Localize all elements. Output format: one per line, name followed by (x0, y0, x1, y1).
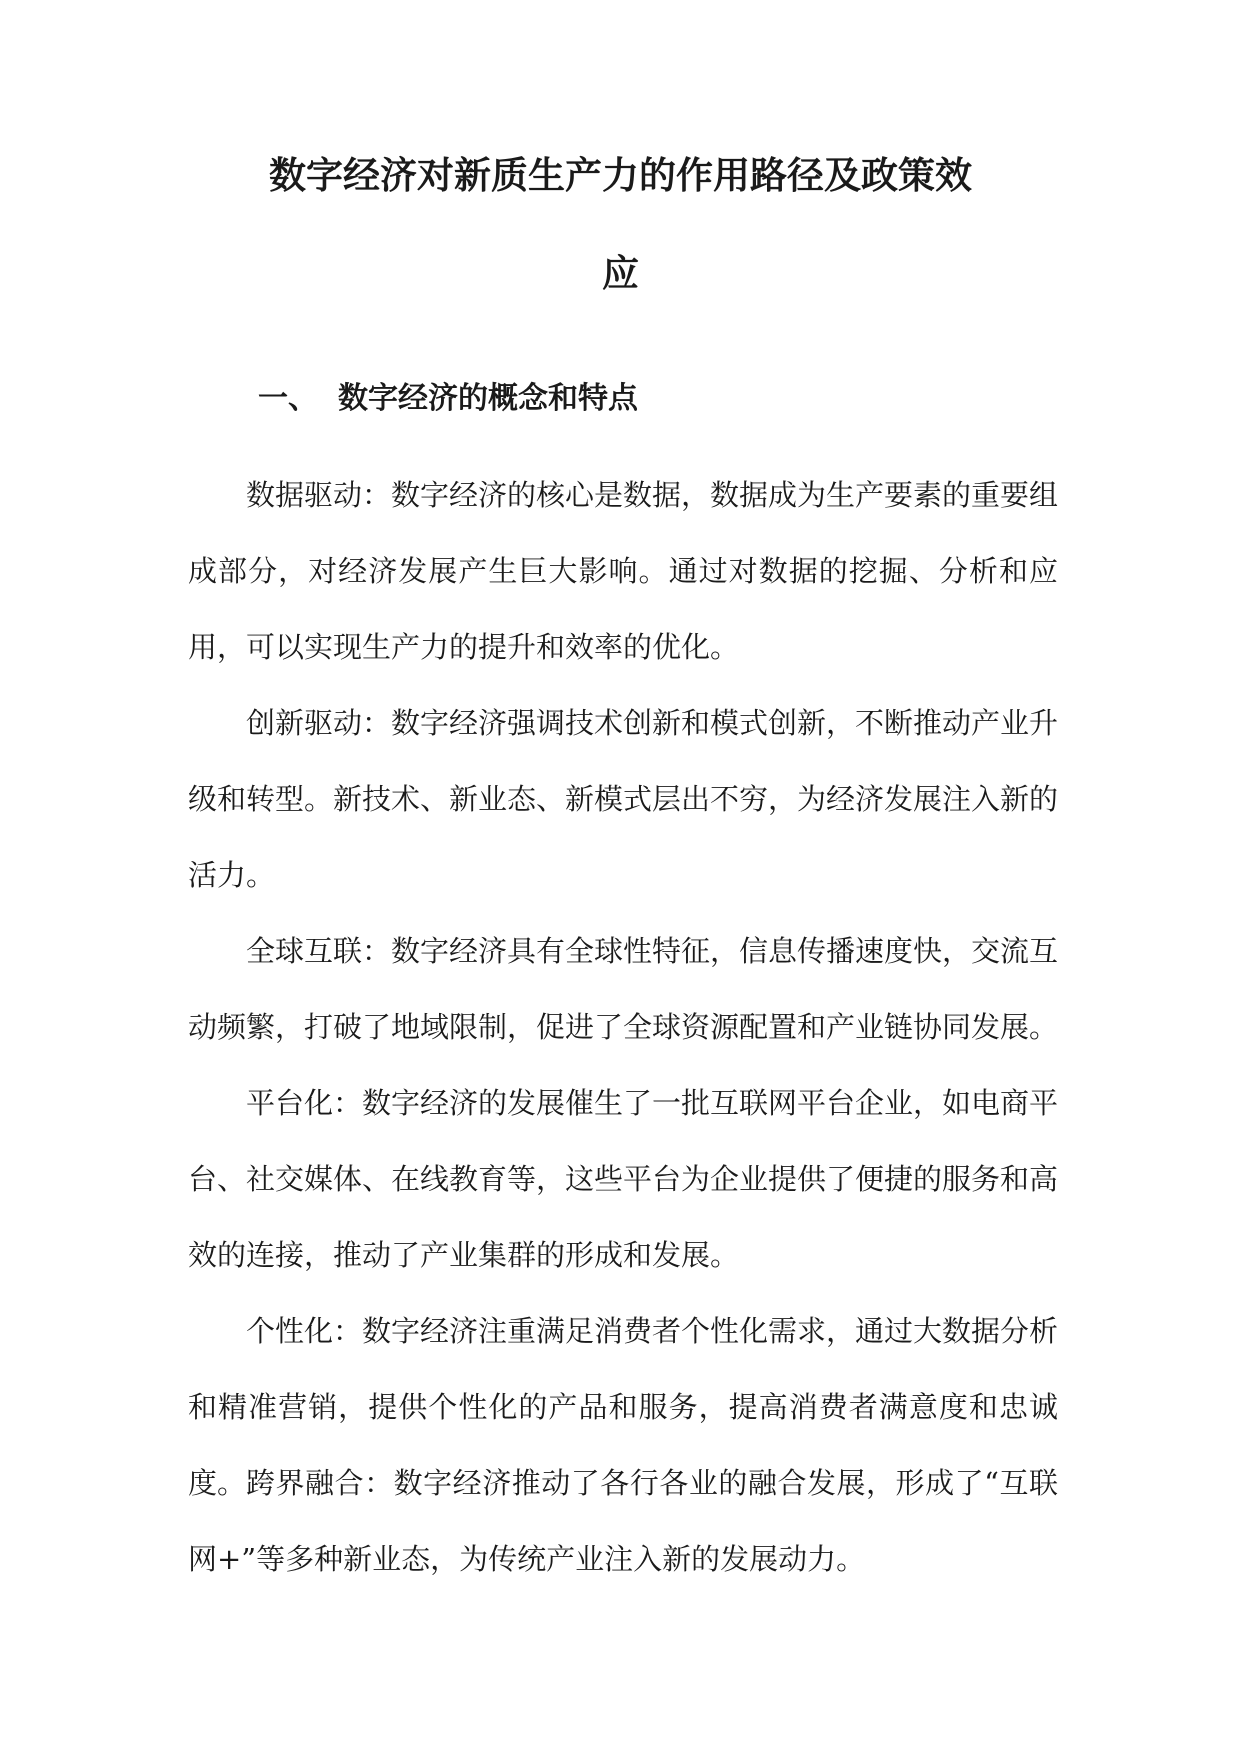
paragraph-personalization: 个性化：数字经济注重满足消费者个性化需求，通过大数据分析和精准营销，提供个性化的产品和服务，提高消费者满意度和忠诚度。 (188, 1314, 1059, 1500)
section-heading-text: 数字经济的概念和特点 (338, 381, 638, 416)
paragraph-platformization: 平台化：数字经济的发展催生了一批互联网平台企业，如电商平台、社交媒体、在线教育等，这些平台为企业提供了便捷的服务和高效的连接，推动了产业集群的形成和发展。 (188, 1086, 1059, 1272)
paragraph-cross-border-integration: 跨界融合：数字经济推动了各行各业的融合发展，形成了“互联网+”等多种新业态，为传统产业注入新的发展动力。 (188, 1466, 1058, 1576)
document-title-line-2: 应 (602, 252, 639, 295)
paragraph-global-interconnection: 全球互联：数字经济具有全球性特征，信息传播速度快，交流互动频繁，打破了地域限制，促进了全球资源配置和产业链协同发展。 (188, 934, 1059, 1044)
section-heading-1 (258, 379, 638, 419)
document-title-line-1: 数字经济对新质生产力的作用路径及政策效 (269, 154, 972, 197)
paragraph-data-driven: 数据驱动：数字经济的核心是数据，数据成为生产要素的重要组成部分，对经济发展产生巨大影响。通过对数据的挖掘、分析和应用，可以实现生产力的提升和效率的优化。 (188, 478, 1059, 664)
paragraph-innovation-driven: 创新驱动：数字经济强调技术创新和模式创新，不断推动产业升级和转型。新技术、新业态、新模式层出不穷，为经济发展注入新的活力。 (188, 706, 1059, 892)
section-number: 一、 (258, 381, 318, 416)
